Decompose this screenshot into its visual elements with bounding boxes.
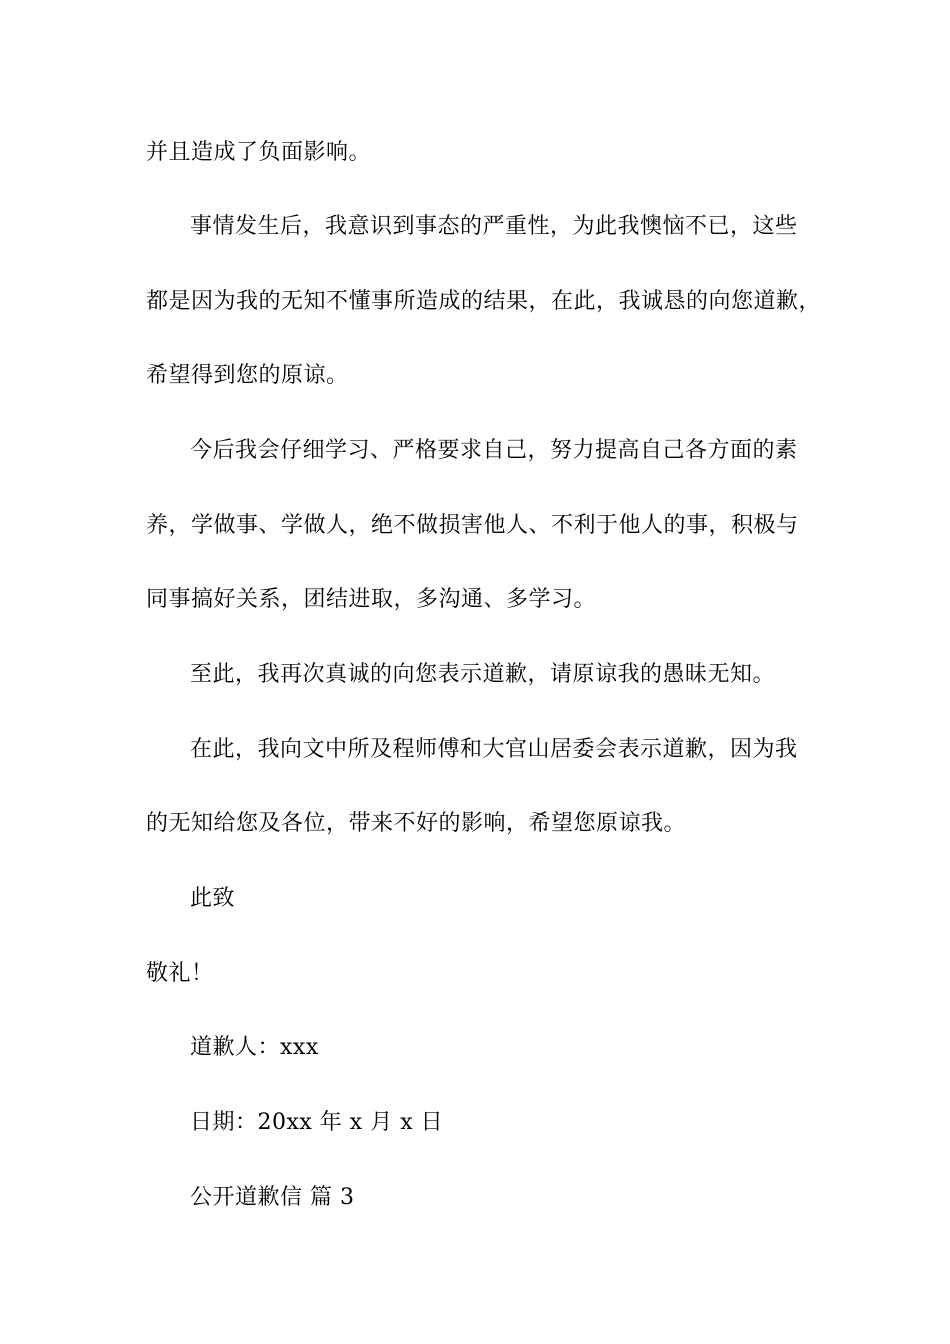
text-line: 并且造成了负面影响。 <box>146 140 372 165</box>
closing-salutation: 此致 <box>190 886 236 911</box>
closing-regards: 敬礼！ <box>146 961 214 986</box>
text-line: 在此，我向文中所及程师傅和大官山居委会表示道歉，因为我 <box>190 737 798 762</box>
section-heading: 公开道歉信 篇 3 <box>190 1185 355 1210</box>
text-line: 都是因为我的无知不懂事所造成的结果，在此，我诚恳的向您道歉， <box>146 289 822 314</box>
text-line: 同事搞好关系，团结进取，多沟通、多学习。 <box>146 587 597 612</box>
text-line: 养，学做事、学做人，绝不做损害他人、不利于他人的事，积极与 <box>146 513 799 538</box>
text-line: 今后我会仔细学习、严格要求自己，努力提高自己各方面的素 <box>190 438 798 463</box>
text-line: 的无知给您及各位，带来不好的影响，希望您原谅我。 <box>146 811 687 836</box>
signature-line: 道歉人：xxx <box>190 1035 319 1060</box>
date-line: 日期：20xx 年 x 月 x 日 <box>190 1110 444 1135</box>
text-line: 事情发生后，我意识到事态的严重性，为此我懊恼不已，这些 <box>190 214 798 239</box>
text-line: 至此，我再次真诚的向您表示道歉，请原谅我的愚昧无知。 <box>190 662 776 687</box>
text-line: 希望得到您的原谅。 <box>146 363 349 388</box>
